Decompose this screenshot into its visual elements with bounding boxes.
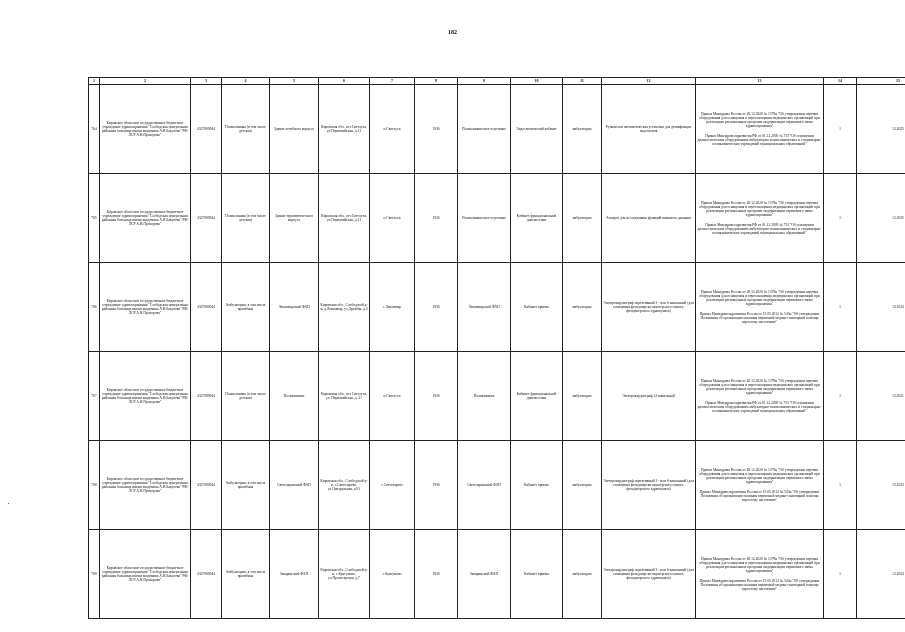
legal-basis-order-1: Приказ Минздрава России от 28.12.2020 № 1379н "Об утверждении перечня оборудования для оснащения и переоснащения медицинских организаций при реализации региональных программ модернизации первичного звена здравоохранения": [699, 111, 820, 128]
care-mode: амбулаторно: [563, 530, 602, 619]
inn: 4327000944: [191, 263, 222, 352]
facility-type: Амбулатория, в том числе врачебная: [222, 263, 270, 352]
deadline: 12.2024: [857, 263, 905, 352]
header-cell: 11: [563, 78, 602, 85]
building: Здание терапевтического корпуса: [270, 174, 319, 263]
legal-basis-order-2: Приказ Минздравсоцразвития РФ от 01.12.2005 № 753 "Об оснащении диагностическим оборудованием амбулаторно-поликлинических и стационарно-поликлинических учреждений муниципальных образований": [697, 134, 822, 147]
row-number: 767: [89, 352, 100, 441]
address: Кировская обл., Слободской р-н, с.Светозарево, ул.Центральная, д.91: [319, 441, 370, 530]
header-cell: 8: [415, 78, 458, 85]
inn: 4327000944: [191, 530, 222, 619]
department: Поликлиника: [458, 352, 511, 441]
building: Светозаринский ФАП: [270, 441, 319, 530]
quantity: 1: [824, 352, 857, 441]
legal-basis: [696, 263, 824, 352]
address: Кировская обл., пгт Светлуха, ул. Первомайская, д. 21: [319, 352, 370, 441]
care-mode: амбулаторно: [563, 352, 602, 441]
organization-name: Кировское областное государственное бюджетное учреждение здравоохранения "Слободская центральная районная больница имени академика А.Н.Бакулева" РФ/ЛСР А.Н.Прохорова": [100, 85, 191, 174]
equipment: Электрокардиограф портативный 3 - или 6-канальный (для оснащения фельдшерско-акушерского пункта, фельдшерского здравпункта): [602, 441, 696, 530]
header-cell: 3: [191, 78, 222, 85]
department: Поликлиническое отделение: [458, 85, 511, 174]
legal-basis-order-1: Приказ Минздрава России от 28.12.2020 № 1379н "Об утверждении перечня оборудования для оснащения и переоснащения медицинских организаций при реализации региональных программ модернизации первичного звена здравоохранения": [699, 556, 820, 573]
table-row: [89, 174, 905, 263]
care-mode: амбулаторно: [563, 85, 602, 174]
inn: 4327000944: [191, 174, 222, 263]
year: 1936: [415, 530, 458, 619]
address: Кировская обл., пгт.Светлуха, ул.Первомайская, д.21: [319, 174, 370, 263]
settlement: п.Светлуха: [370, 352, 415, 441]
table-row: [89, 263, 905, 352]
settlement: с.Кунгуново: [370, 530, 415, 619]
inn: 4327000944: [191, 441, 222, 530]
deadline: 12.2025: [857, 85, 905, 174]
header-cell: 5: [270, 78, 319, 85]
equipment: Электрокардиограф 12-канальный: [602, 352, 696, 441]
legal-basis-order-2: Приказ Минздравсоцразвития России от 15.05.2012 № 543н "Об утверждении Положения об организации оказания первичной медико-санитарной помощи взрослому населению": [699, 490, 820, 503]
row-number: 764: [89, 85, 100, 174]
organization-name: Кировское областное государственное бюджетное учреждение здравоохранения "Слободская центральная районная больница имени академика А.Н.Бакулева" РФ/ЛСР А.Н.Прохорова": [100, 174, 191, 263]
equipment: Ручная или автоматическая установка для дезинфекции эндоскопов: [602, 85, 696, 174]
inn: 4327000944: [191, 85, 222, 174]
legal-basis: [696, 530, 824, 619]
table-row: [89, 530, 905, 619]
year: 1936: [415, 441, 458, 530]
header-cell: 6: [319, 78, 370, 85]
equipment: Электрокардиограф портативный 3 - или 6-канальный (для оснащения фельдшерско-акушерского пункта, фельдшерского здравпункта): [602, 530, 696, 619]
scan-speck: [8, 503, 9, 504]
table-row: [89, 441, 905, 530]
header-cell: 15: [857, 78, 905, 85]
quantity: 1: [824, 85, 857, 174]
legal-basis-order-2: Приказ Минздравсоцразвития РФ от 01.12.2005 № 753 "Об оснащении диагностическим оборудованием амбулаторно-поликлинических и стационарно-поликлинических учреждений муниципальных образований": [697, 223, 822, 236]
care-mode: амбулаторно: [563, 263, 602, 352]
address: Кировская обл., Слободской р-н, д.Лекомвыр, ул.Дружбы, д.4: [319, 263, 370, 352]
legal-basis-order-2: Приказ Минздравсоцразвития России от 15.05.2012 № 543н "Об утверждении Положения об организации оказания первичной медико-санитарной помощи взрослому населению": [699, 579, 820, 592]
facility-type: Поликлиника (в том числе детская): [222, 174, 270, 263]
row-number: 769: [89, 530, 100, 619]
year: 1936: [415, 352, 458, 441]
cabinet: Кабинет приема: [511, 441, 563, 530]
header-cell: 1: [89, 78, 100, 85]
care-mode: амбулаторно: [563, 174, 602, 263]
building: Лекомвырский ФАП: [270, 263, 319, 352]
address: Кировская обл., Слободской р-н, с.Кунгуново, ул.Пролетарская, д.7: [319, 530, 370, 619]
header-cell: 10: [511, 78, 563, 85]
department: Лекомвырский ФАП: [458, 263, 511, 352]
address: Кировская обл., пгт.Светлуха, ул.Первомайская, д.21: [319, 85, 370, 174]
legal-basis: [696, 174, 824, 263]
care-mode: амбулаторно: [563, 441, 602, 530]
department: Закаринский ФАП: [458, 530, 511, 619]
legal-basis-order-2: Приказ Минздравсоцразвития РФ от 01.12.2005 № 753 "Об оснащении диагностическим оборудованием амбулаторно-поликлинических и стационарно-поликлинических учреждений муниципальных образований": [697, 401, 822, 414]
header-cell: 7: [370, 78, 415, 85]
deadline: 12.2025: [857, 174, 905, 263]
deadline: 12.2021: [857, 352, 905, 441]
organization-name: Кировское областное государственное бюджетное учреждение здравоохранения "Слободская центральная районная больница имени академика А.Н.Бакулева" РФ/ЛСР А.Н.Прохорова": [100, 441, 191, 530]
facility-type: Поликлиника (в том числе детская): [222, 85, 270, 174]
year: 1936: [415, 263, 458, 352]
header-cell: 4: [222, 78, 270, 85]
table-row: [89, 352, 905, 441]
header-cell: 13: [696, 78, 824, 85]
organization-name: Кировское областное государственное бюджетное учреждение здравоохранения "Слободская центральная районная больница имени академика А.Н.Бакулева" РФ/ЛСР А.Н.Прохорова": [100, 263, 191, 352]
facility-type: Поликлиника (в том числе детская): [222, 352, 270, 441]
inn: 4327000944: [191, 352, 222, 441]
legal-basis-order-1: Приказ Минздрава России от 28.12.2020 № 1379н "Об утверждении перечня оборудования для оснащения и переоснащения медицинских организаций при реализации региональных программ модернизации первичного звена здравоохранения": [699, 378, 820, 395]
deadline: 12.2023: [857, 441, 905, 530]
year: 1936: [415, 174, 458, 263]
legal-basis: [696, 85, 824, 174]
facility-type: Амбулатория, в том числе врачебная: [222, 530, 270, 619]
organization-name: Кировское областное государственное бюджетное учреждение здравоохранения "Слободская центральная районная больница имени академика А.Н.Бакулева" РФ/ЛСР А.Н.Прохорова": [100, 352, 191, 441]
building: Поликлиника: [270, 352, 319, 441]
header-row: [89, 78, 905, 85]
header-cell: 14: [824, 78, 857, 85]
legal-basis-order-1: Приказ Минздрава России от 28.12.2020 № 1379н "Об утверждении перечня оборудования для оснащения и переоснащения медицинских организаций при реализации региональных программ модернизации первичного звена здравоохранения": [699, 467, 820, 484]
department: Поликлиническое отделение: [458, 174, 511, 263]
header-cell: 2: [100, 78, 191, 85]
building: Закаринский ФАП: [270, 530, 319, 619]
cabinet: Кабинет приема: [511, 530, 563, 619]
deadline: 12.2024: [857, 530, 905, 619]
quantity: 1: [824, 530, 857, 619]
equipment-table: [88, 77, 905, 619]
quantity: 1: [824, 263, 857, 352]
cabinet: Кабинет приема: [511, 263, 563, 352]
organization-name: Кировское областное государственное бюджетное учреждение здравоохранения "Слободская центральная районная больница имени академика А.Н.Бакулева" РФ/ЛСР А.Н.Прохорова": [100, 530, 191, 619]
cabinet: Кабинет функциональной диагностики: [511, 174, 563, 263]
department: Светозаринский ФАП: [458, 441, 511, 530]
building: Здание лечебного корпуса: [270, 85, 319, 174]
legal-basis-order-1: Приказ Минздрава России от 28.12.2020 № 1379н "Об утверждении перечня оборудования для оснащения и переоснащения медицинских организаций при реализации региональных программ модернизации первичного звена здравоохранения": [699, 200, 820, 217]
page-number: 182: [448, 30, 457, 36]
table-row: [89, 85, 905, 174]
cabinet: Эндоскопический кабинет: [511, 85, 563, 174]
quantity: 1: [824, 441, 857, 530]
facility-type: Амбулатория, в том числе врачебная: [222, 441, 270, 530]
settlement: с.Лекомвыр: [370, 263, 415, 352]
settlement: п.Светлуха: [370, 85, 415, 174]
header-cell: 12: [602, 78, 696, 85]
settlement: п.Светлуха: [370, 174, 415, 263]
equipment: Аппарат для исследования функций внешнего дыхания: [602, 174, 696, 263]
quantity: 1: [824, 174, 857, 263]
header-cell: 9: [458, 78, 511, 85]
settlement: с.Светозарево: [370, 441, 415, 530]
cabinet: Кабинет функциональной диагностики: [511, 352, 563, 441]
year: 1936: [415, 85, 458, 174]
equipment: Электрокардиограф портативный 3 - или 6-канальный (для оснащения фельдшерско-акушерского пункта, фельдшерского здравпункта): [602, 263, 696, 352]
row-number: 765: [89, 174, 100, 263]
legal-basis-order-1: Приказ Минздрава России от 28.12.2020 № 1379н "Об утверждении перечня оборудования для оснащения и переоснащения медицинских организаций при реализации региональных программ модернизации первичного звена здравоохранения": [699, 289, 820, 306]
row-number: 768: [89, 441, 100, 530]
legal-basis: [696, 441, 824, 530]
row-number: 766: [89, 263, 100, 352]
legal-basis-order-2: Приказ Минздравсоцразвития России от 15.05.2012 № 543н "Об утверждении Положения об организации оказания первичной медико-санитарной помощи взрослому населению": [699, 312, 820, 325]
legal-basis: [696, 352, 824, 441]
